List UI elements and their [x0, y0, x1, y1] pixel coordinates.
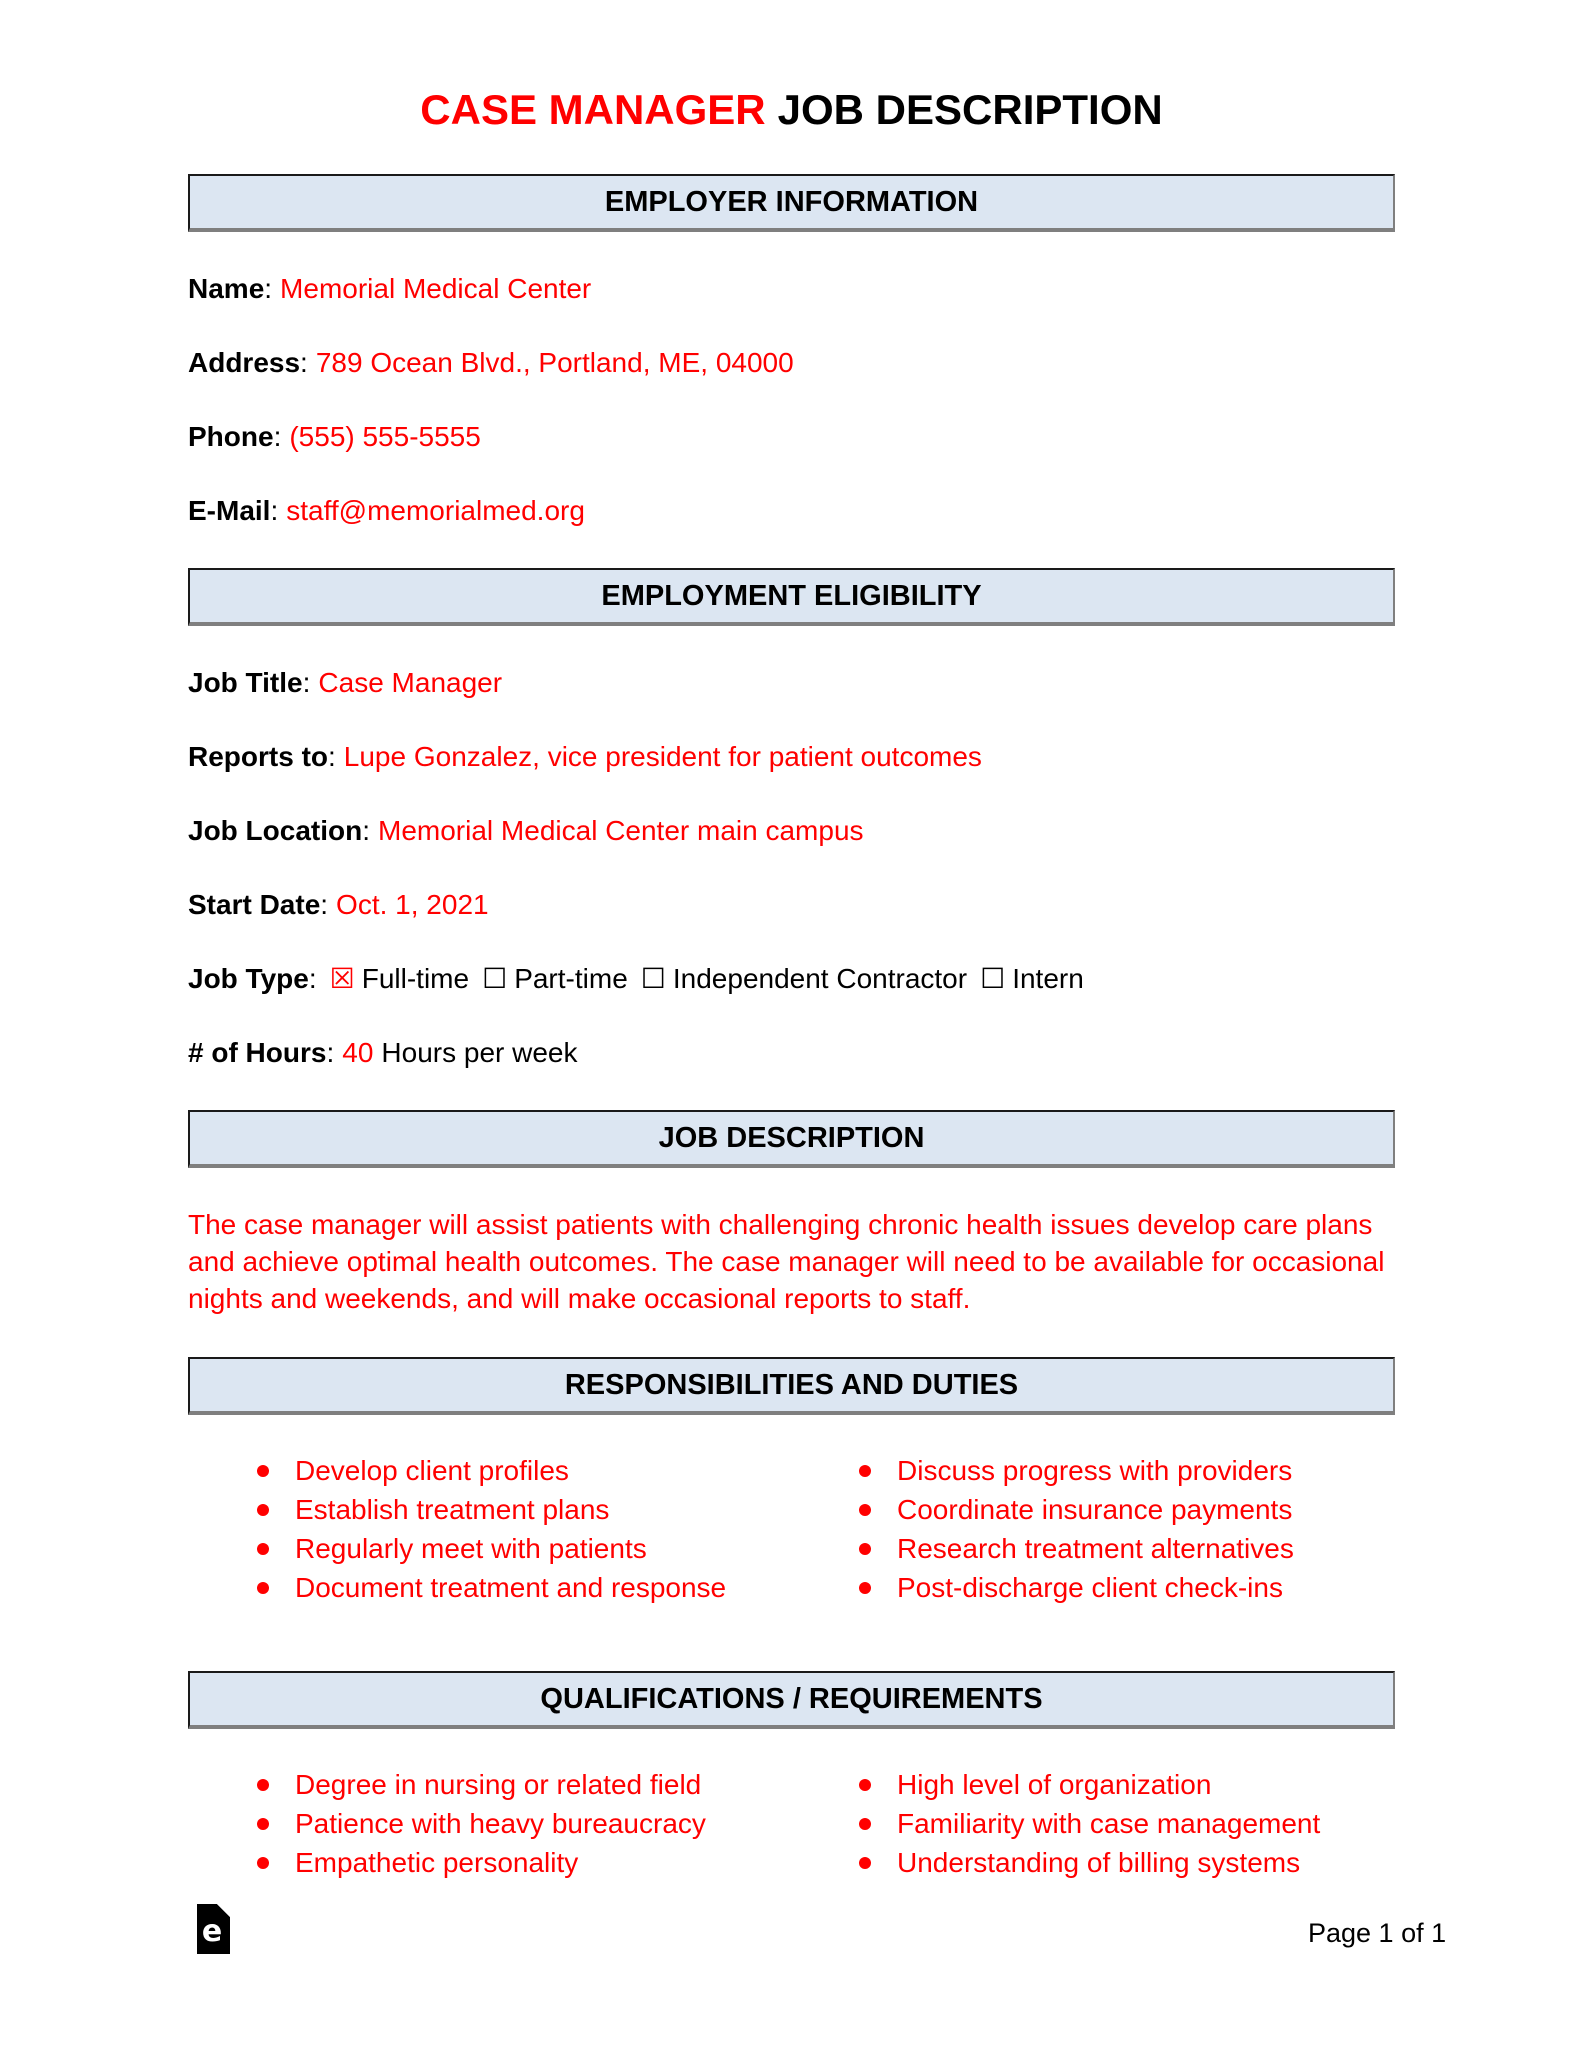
field-row-start-date [188, 888, 1395, 922]
field-row-reports-to [188, 740, 1395, 774]
field-colon: : [320, 889, 329, 920]
section-header-responsibilities: RESPONSIBILITIES AND DUTIES [188, 1357, 1395, 1415]
checkbox-checked-icon[interactable]: ☒ [329, 963, 355, 994]
list-item: Empathetic personality [251, 1843, 853, 1882]
field-colon: : [264, 273, 273, 304]
logo-letter: e [201, 1914, 223, 1949]
field-label: Phone [188, 421, 274, 452]
field-colon: : [308, 963, 317, 994]
field-row-address [188, 346, 1395, 380]
field-label: Start Date [188, 889, 321, 920]
field-value: (555) 555-5555 [289, 421, 481, 452]
list-item: High level of organization [853, 1765, 1395, 1804]
field-label: Reports to [188, 741, 328, 772]
qualifications-list [188, 1765, 1395, 1882]
field-label: Job Location [188, 815, 363, 846]
field-row-job-title [188, 666, 1395, 700]
field-row-phone [188, 420, 1395, 454]
field-colon: : [300, 347, 308, 378]
field-row-hours [188, 1036, 1395, 1070]
list-item: Regularly meet with patients [251, 1529, 853, 1568]
section-header-qualifications: QUALIFICATIONS / REQUIREMENTS [188, 1671, 1395, 1729]
field-value: 789 Ocean Blvd., Portland, ME, 04000 [315, 347, 794, 378]
responsibilities-right-column [853, 1451, 1395, 1607]
section-header-employer-information: EMPLOYER INFORMATION [188, 174, 1395, 232]
list-item: Patience with heavy bureaucracy [251, 1804, 853, 1843]
list-item: Coordinate insurance payments [853, 1490, 1395, 1529]
list-item: Establish treatment plans [251, 1490, 853, 1529]
field-value: Case Manager [318, 667, 503, 698]
title-rest: JOB DESCRIPTION [777, 86, 1163, 133]
field-colon: : [328, 741, 336, 772]
section-header-employment-eligibility: EMPLOYMENT ELIGIBILITY [188, 568, 1395, 626]
checkbox-label-intern: Intern [1012, 963, 1084, 994]
field-label: Address [188, 347, 301, 378]
field-row-job-location [188, 814, 1395, 848]
field-value: Memorial Medical Center [280, 273, 592, 304]
job-description-text: The case manager will assist patients with challenging chronic health issues develop care plans and achieve optimal health outcomes. The case manager will need to be available for occasional nights and weekends, and will make occasional reports to staff. [188, 1209, 1385, 1314]
field-label: Job Type [188, 963, 309, 994]
document-content [188, 0, 1395, 1946]
list-item: Post-discharge client check-ins [853, 1568, 1395, 1607]
list-item: Degree in nursing or related field [251, 1765, 853, 1804]
checkbox-label-part-time: Part-time [514, 963, 628, 994]
field-value: Memorial Medical Center main campus [378, 815, 864, 846]
checkbox-label-full-time: Full-time [361, 963, 470, 994]
responsibilities-left-column [251, 1451, 853, 1607]
field-colon: : [362, 815, 371, 846]
list-item: Develop client profiles [251, 1451, 853, 1490]
field-row-name [188, 272, 1395, 306]
field-colon: : [326, 1037, 335, 1068]
title-highlight: CASE MANAGER [420, 86, 766, 133]
page-title [188, 86, 1395, 134]
field-value: staff@memorialmed.org [286, 495, 585, 526]
field-row-email [188, 494, 1395, 528]
page-number: Page 1 of 1 [1308, 1918, 1447, 1948]
checkbox-label-independent-contractor: Independent Contractor [672, 963, 968, 994]
field-value: 40 [342, 1037, 374, 1068]
field-label: E-Mail [188, 495, 271, 526]
field-value: Oct. 1, 2021 [336, 889, 489, 920]
field-suffix: Hours per week [381, 1037, 578, 1068]
checkbox-unchecked-icon[interactable]: ☐ [482, 963, 508, 994]
checkbox-unchecked-icon[interactable]: ☐ [980, 963, 1006, 994]
qualifications-right-column [853, 1765, 1395, 1882]
eforms-logo [196, 1904, 230, 1954]
responsibilities-list [188, 1451, 1395, 1607]
field-label: # of Hours [188, 1037, 327, 1068]
checkbox-unchecked-icon[interactable]: ☐ [640, 963, 666, 994]
document-icon [196, 1904, 230, 1954]
field-label: Job Title [188, 667, 303, 698]
list-item: Document treatment and response [251, 1568, 853, 1607]
field-value: Lupe Gonzalez, vice president for patient outcomes [343, 741, 982, 772]
list-item: Familiarity with case management [853, 1804, 1395, 1843]
field-colon: : [302, 667, 311, 698]
qualifications-left-column [251, 1765, 853, 1882]
list-item: Discuss progress with providers [853, 1451, 1395, 1490]
field-colon: : [270, 495, 279, 526]
field-label: Name [188, 273, 265, 304]
field-row-job-type [188, 962, 1395, 996]
section-header-job-description: JOB DESCRIPTION [188, 1110, 1395, 1168]
field-colon: : [273, 421, 282, 452]
list-item: Understanding of billing systems [853, 1843, 1395, 1882]
list-item: Research treatment alternatives [853, 1529, 1395, 1568]
